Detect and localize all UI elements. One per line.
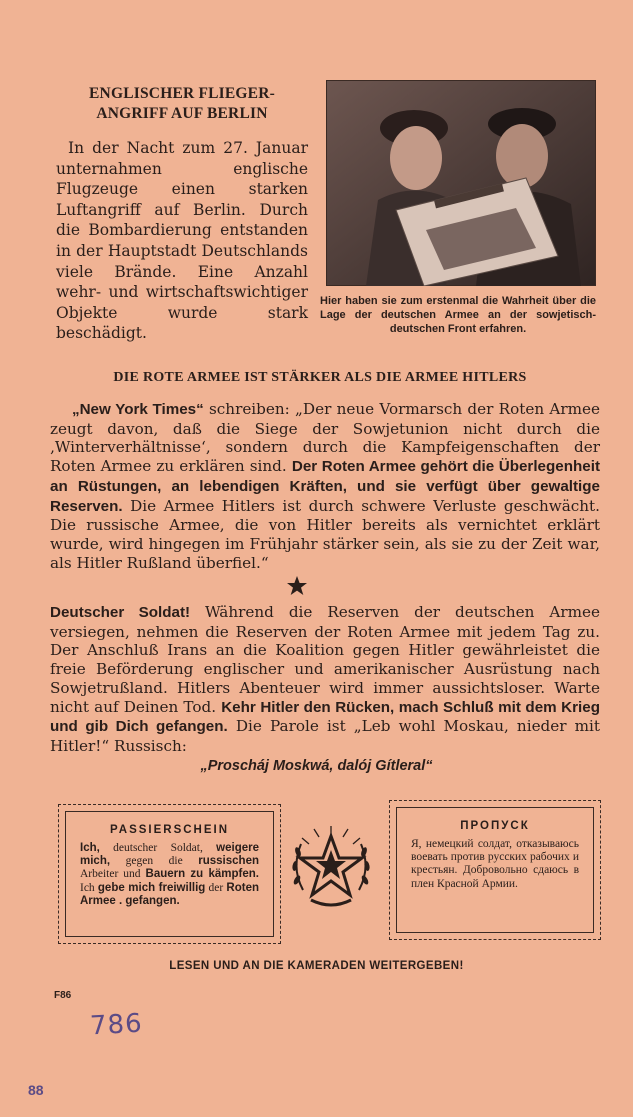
bold-segment: russischen [198,855,259,868]
propusk-box [389,800,601,940]
bold-segment: Kehr Hitler den Rücken, mach Schluß mit dem Krieg und gib Dich gefangen. [50,698,600,736]
text-segment: Während die Reserven der deutschen Armee versiegen, nehmen die Reserven der Roten Armee mit jedem Tag zu. Der Anschluß Irans an die Koalition gegen Hitler gewährleistet die freie Beförderung englischer und amerikanischer Ausrüstung nach Sowjetrußland. Hitlers Abenteuer wird immer aussichtsloser. Warte nicht auf Deinen Tod. [50,603,600,716]
title-line-2: ANGRIFF AUF BERLIN [96,105,268,122]
bold-segment: Ich, [80,842,100,854]
text-segment: Die Parole ist „Leb wohl Moskau, nieder mit Hitler!“ Russisch: [50,717,600,755]
article-red-army-body [50,400,600,572]
passierschein-frame [65,811,274,937]
photo-block [320,80,596,336]
parole-text: „Proscháj Moskwá, dalój Gítleral“ [200,758,433,774]
source-name: „New York Times“ [72,401,204,418]
text-segment: gegen die [110,855,199,868]
article-air-raid-title [56,84,308,124]
article-red-army-title: DIE ROTE ARMEE IST STÄRKER ALS DIE ARMEE HITLERS [113,370,527,385]
red-army-star-emblem-icon [285,820,377,912]
text-segment: Die Armee Hitlers ist durch schwere Verluste geschwächt. Die russische Armee, die von Hitler bereits als vernichtet erklärt wurde, wird hingegen im Frühjahr stärker sein, als sie zu der Zeit war, als Hitler Rußland überfiel.“ [50,496,600,572]
bold-segment: Roten Armee . gefangen. [80,881,260,907]
text-segment: Ich [80,881,98,894]
article-air-raid [56,84,308,344]
bold-segment: gebe mich freiwillig [97,881,206,894]
corner-stamp-mark: 88 [28,1082,44,1098]
propusk-text: Я, немецкий солдат, отказываюсь воевать против русских рабочих и крестьян. Добровольно сдаюсь в плен Красной Армии. [411,838,579,890]
footer-instruction: LESEN UND AN DIE KAMERADEN WEITERGEBEN! [169,960,464,972]
text-segment: schreiben: „Der neue Vormarsch der Roten Armee zeugt davon, daß die Siege der Sowjetunion nicht durch die ‚Winterverhältnisse‘, sondern durch die Kampfeigenschaften der Roten Armee zu erklären sind. [50,400,600,476]
article-air-raid-body: In der Nacht zum 27. Januar unternahmen englische Flugzeuge einen starken Luftangriff auf Berlin. Durch die Bombardierung entstanden in der Hauptstadt Deutschlands viele Brände. Eine Anzahl wehr- und wirtschaftswichtiger Objekte wurde stark beschädigt. [56,139,308,343]
bold-segment: weigere mich, [80,842,259,868]
passierschein-title: PASSIERSCHEIN [109,824,230,836]
text-segment: Arbeiter und [80,868,146,881]
star-icon [286,575,308,597]
passierschein-box [58,804,281,944]
appeal-lead: Deutscher Soldat! [50,604,191,621]
text-segment: der [205,881,227,894]
appeal-body [50,603,600,756]
bold-segment: Der Roten Armee gehört die Überlegenheit an Rüstungen, an lebendigen Kräften, und sie verfügt über gewaltige Reserven. [50,458,601,515]
handwritten-number: 786 [89,1008,144,1042]
propusk-frame [396,807,594,933]
passierschein-text [80,842,259,908]
leaflet-code: F86 [54,990,72,1001]
soldiers-reading-newspaper-photo [326,80,596,286]
photo-caption: Hier haben sie zum erstenmal die Wahrheit über die Lage der deutschen Armee an der sowjetisch-deutschen Front erfahren. [320,295,596,335]
text-segment: deutscher Soldat, [99,842,217,854]
propusk-title: ПРОПУСК [460,820,530,832]
title-line-1: ENGLISCHER FLIEGER- [89,85,275,102]
bold-segment: Bauern zu kämpfen. [145,868,259,881]
